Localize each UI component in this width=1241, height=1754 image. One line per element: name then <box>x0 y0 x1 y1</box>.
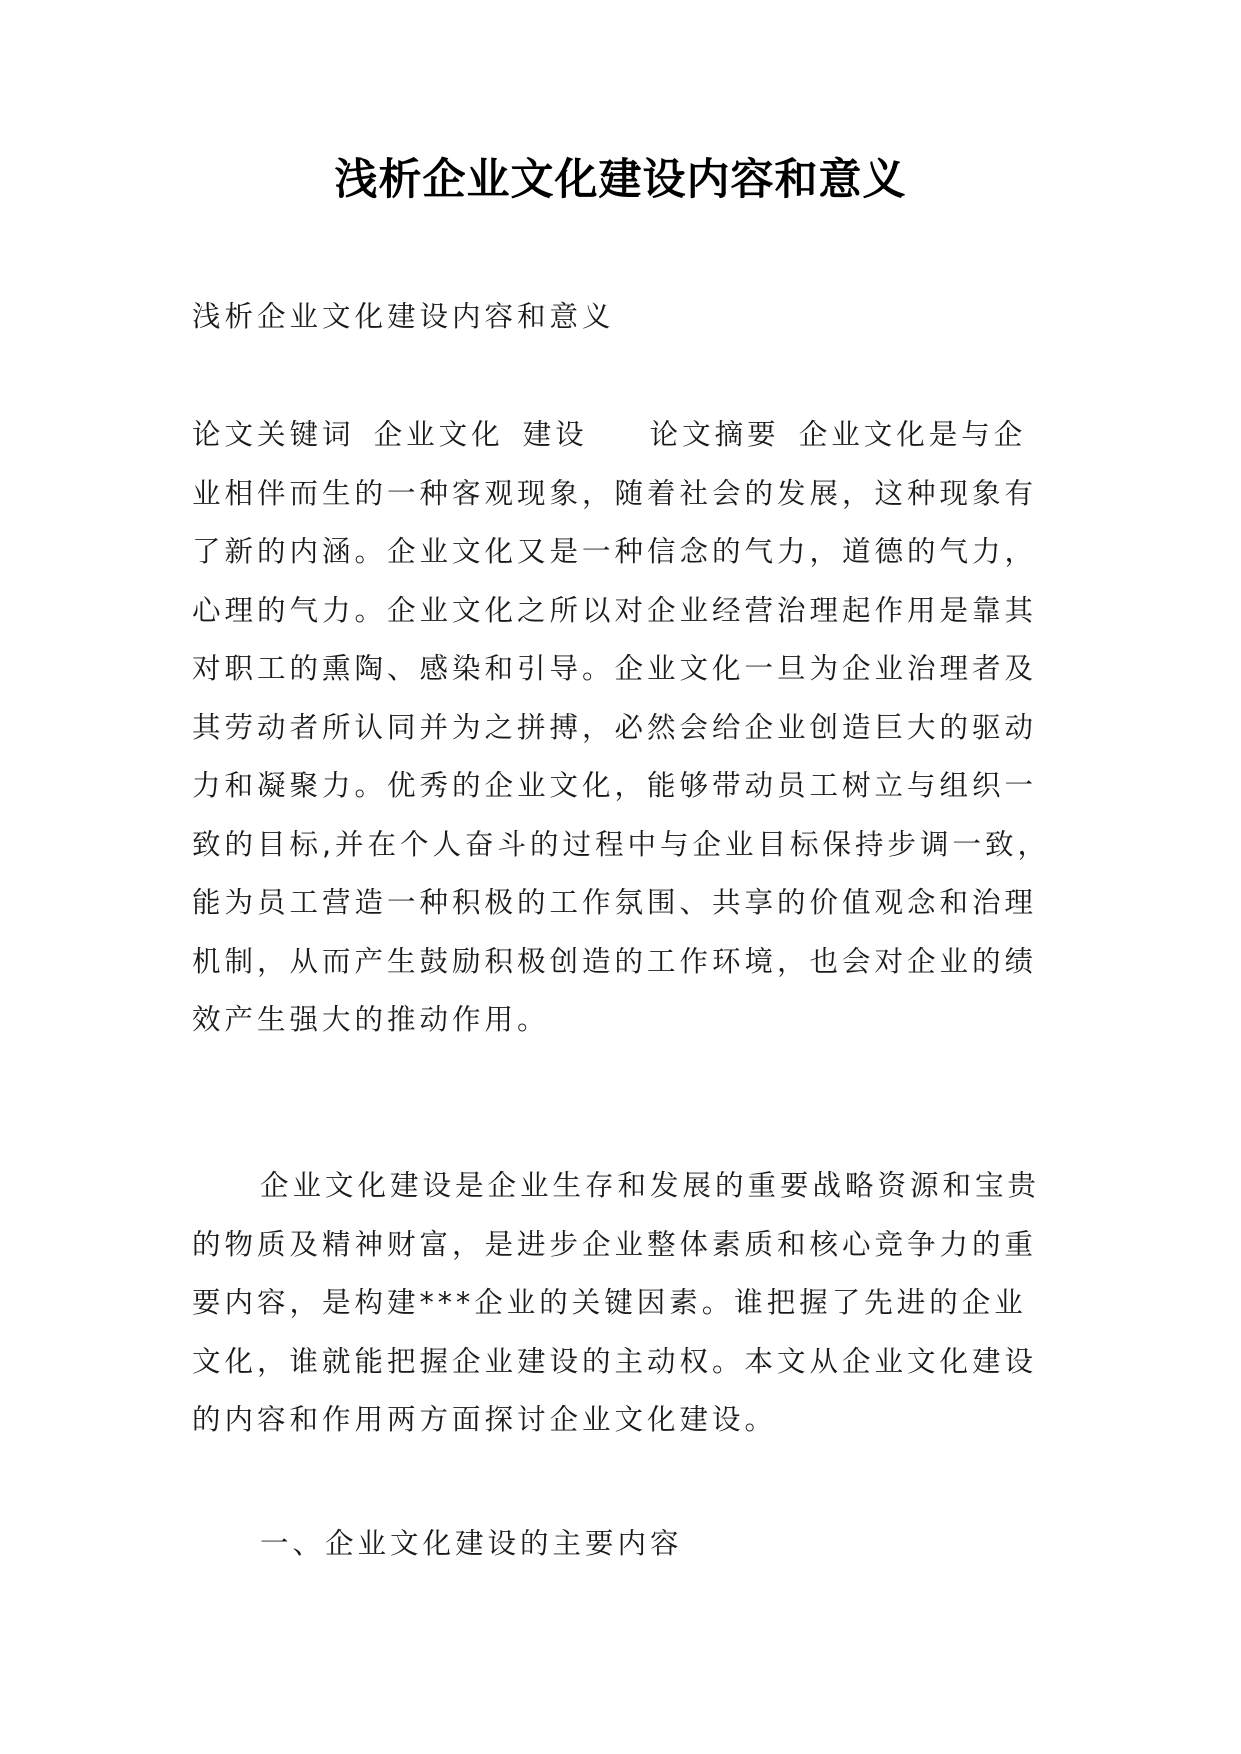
section-heading: 一、企业文化建设的主要内容 <box>260 1527 683 1560</box>
keywords-abstract-paragraph <box>192 406 1052 1050</box>
keywords-label: 论文关键词 <box>192 418 355 451</box>
keyword-item: 建设 <box>522 418 588 451</box>
keyword-item: 企业文化 <box>373 418 504 451</box>
abstract-text: 企业文化是与企业相伴而生的一种客观现象，随着社会的发展，这种现象有了新的内涵。企业文化又是一种信念的气力，道德的气力，心理的气力。企业文化之所以对企业经营治理起作用是靠其对职工的熏陶、感染和引导。企业文化一旦为企业治理者及其劳动者所认同并为之拼搏，必然会给企业创造巨大的驱动力和凝聚力。优秀的企业文化，能够带动员工树立与组织一致的目标,并在个人奋斗的过程中与企业目标保持步调一致，能为员工营造一种积极的工作氛围、共享的价值观念和治理机制，从而产生鼓励积极创造的工作环境，也会对企业的绩效产生强大的推动作用。 <box>192 418 1051 1036</box>
abstract-label: 论文摘要 <box>649 418 780 451</box>
document-title: 浅析企业文化建设内容和意义 <box>334 155 907 205</box>
document-subtitle: 浅析企业文化建设内容和意义 <box>192 300 615 333</box>
intro-paragraph: 企业文化建设是企业生存和发展的重要战略资源和宝贵的物质及精神财富，是进步企业整体素质和核心竞争力的重要内容，是构建***企业的关键因素。谁把握了先进的企业文化，谁就能把握企业建设的主动权。本文从企业文化建设的内容和作用两方面探讨企业文化建设。 <box>192 1169 1041 1436</box>
